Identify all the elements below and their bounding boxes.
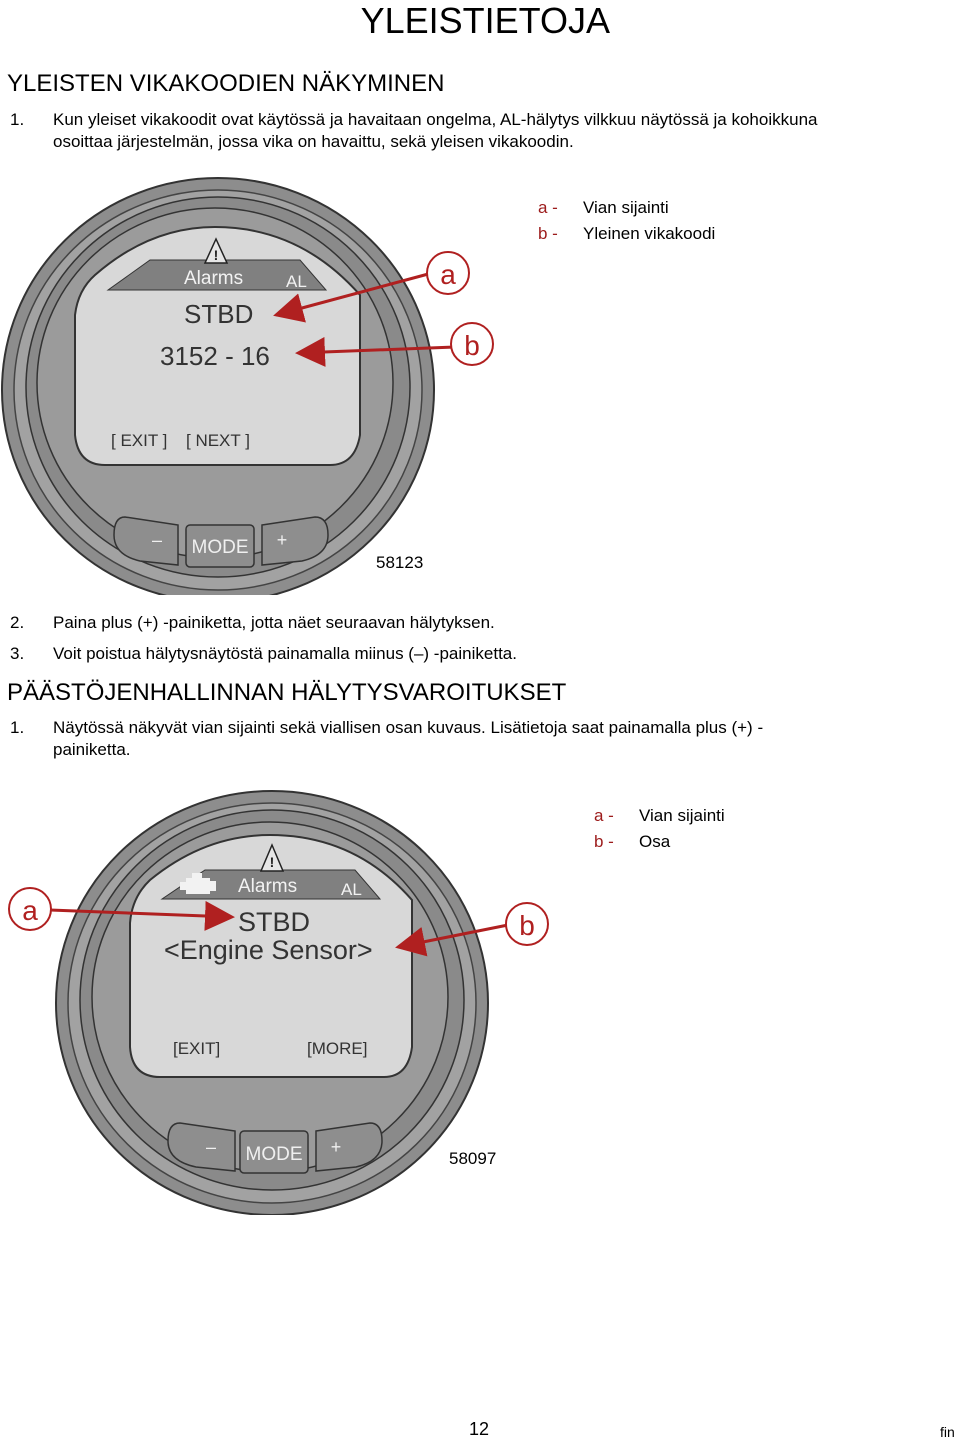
alarms-label: Alarms — [184, 268, 244, 289]
item-text-line: painiketta. — [53, 740, 131, 759]
minus-label: – — [151, 530, 163, 550]
more-softkey: [MORE] — [307, 1039, 368, 1058]
legend-value: Yleinen vikakoodi — [583, 224, 716, 243]
legend-key: b - — [538, 224, 558, 243]
section-heading-fault-codes: YLEISTEN VIKAKOODIEN NÄKYMINEN — [7, 70, 445, 97]
screen-location-text: STBD — [184, 299, 254, 329]
section1-item1 — [0, 109, 960, 153]
gauge-figure-engine-sensor — [0, 775, 620, 1215]
legend-value: Osa — [639, 832, 671, 851]
figure-id: 58097 — [449, 1149, 497, 1168]
minus-label: – — [205, 1137, 217, 1157]
svg-text:b: b — [519, 910, 535, 941]
page-title: YLEISTIETOJA — [360, 0, 610, 41]
screen-location-text: STBD — [238, 907, 311, 937]
language-code: fin — [940, 1424, 955, 1440]
screen-code-text: 3152 - 16 — [160, 341, 270, 371]
legend-value: Vian sijainti — [583, 198, 669, 217]
item-text-line: Näytössä näkyvät vian sijainti sekä viallisen osan kuvaus. Lisätietoja saat painamalla plus (+) - — [53, 718, 764, 737]
al-label: AL — [341, 880, 362, 899]
item-number: 3. — [10, 644, 25, 663]
section1-item2 — [0, 612, 960, 634]
legend-key: a - — [594, 806, 614, 825]
item-text-line: osoittaa järjestelmän, jossa vika on havaittu, sekä yleisen vikakoodin. — [53, 132, 574, 151]
section2-item1 — [0, 717, 960, 761]
al-label: AL — [286, 272, 307, 291]
page-number: 12 — [469, 1419, 490, 1439]
mode-label: MODE — [245, 1144, 303, 1165]
section1-item3 — [0, 643, 960, 665]
item-text: Voit poistua hälytysnäytöstä painamalla miinus (–) -painiketta. — [53, 644, 517, 663]
item-text: Paina plus (+) -painiketta, jotta näet seuraavan hälytyksen. — [53, 613, 495, 632]
exit-softkey: [ EXIT ] — [111, 431, 168, 450]
section-heading-emission-alarms: PÄÄSTÖJENHALLINNAN HÄLYTYSVAROITUKSET — [7, 679, 567, 706]
legend-value: Vian sijainti — [639, 806, 725, 825]
plus-label: + — [276, 530, 288, 550]
exit-softkey: [EXIT] — [173, 1039, 221, 1058]
next-softkey: [ NEXT ] — [186, 431, 250, 450]
alarms-label: Alarms — [238, 876, 298, 897]
gauge-figure-general-fault — [0, 165, 560, 595]
figure-id: 58123 — [376, 553, 424, 572]
svg-text:!: ! — [269, 854, 275, 870]
svg-text:b: b — [464, 330, 480, 361]
legend-key: a - — [538, 198, 558, 217]
svg-text:!: ! — [213, 247, 219, 263]
svg-text:a: a — [440, 259, 456, 290]
mode-label: MODE — [191, 537, 249, 558]
svg-text:a: a — [22, 895, 38, 926]
item-number: 1. — [10, 718, 25, 737]
screen-part-text: <Engine Sensor> — [164, 935, 373, 965]
item-number: 2. — [10, 613, 25, 632]
item-number: 1. — [10, 110, 25, 129]
legend-key: b - — [594, 832, 614, 851]
item-text-line: Kun yleiset vikakoodit ovat käytössä ja havaitaan ongelma, AL-hälytys vilkkuu näytössä ja kohoikkuna — [53, 110, 818, 129]
plus-label: + — [330, 1137, 342, 1157]
